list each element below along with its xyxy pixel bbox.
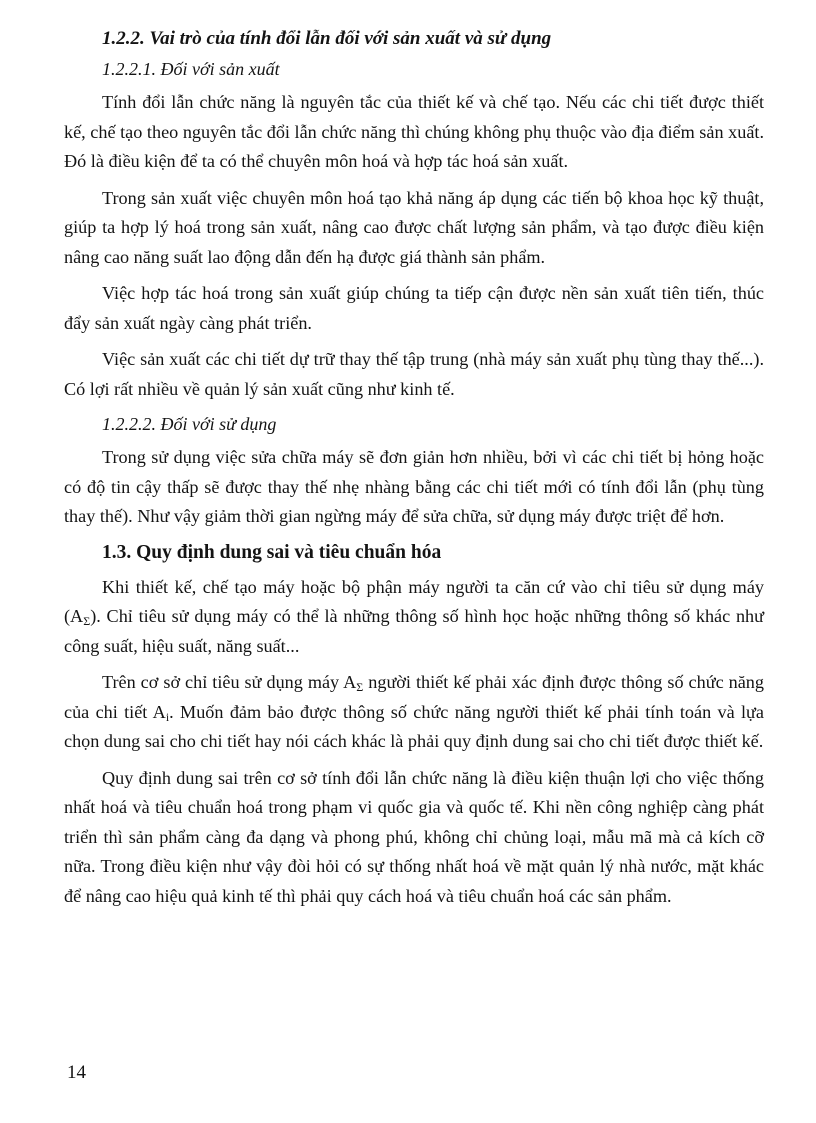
page-body [64, 26, 764, 918]
paragraph: Tính đổi lẫn chức năng là nguyên tắc của thiết kế và chế tạo. Nếu các chi tiết được thiết kế, chế tạo theo nguyên tắc đổi lẫn chức năng thì chúng không phụ thuộc vào địa điểm sản xuất. Đó là điều kiện để ta có thể chuyên môn hoá và hợp tác hoá sản xuất. [64, 92, 764, 171]
text-run: người thiết kế phải xác định được thông số chức năng của chi tiết A [64, 672, 764, 722]
section-heading-1-3: 1.3. Quy định dung sai và tiêu chuẩn hóa [102, 541, 442, 563]
paragraph [64, 668, 764, 757]
text-run: ). Chỉ tiêu sử dụng máy có thể là những thông số hình học hoặc những thông số khác như công suất, hiệu suất, năng suất... [64, 606, 764, 656]
subscript: i [165, 709, 170, 724]
subsection-heading-1-2-2-2: 1.2.2.2. Đối với sử dụng [102, 414, 277, 434]
paragraph: Việc hợp tác hoá trong sản xuất giúp chúng ta tiếp cận được nền sản xuất tiên tiến, thúc đẩy sản xuất ngày càng phát triển. [64, 283, 764, 333]
subscript: Σ [83, 614, 91, 628]
subsection-heading-1-2-2-1: 1.2.2.1. Đối với sản xuất [102, 59, 280, 79]
paragraph: Việc sản xuất các chi tiết dự trữ thay thế tập trung (nhà máy sản xuất phụ tùng thay thế...). Có lợi rất nhiều về quản lý sản xuất cũng như kinh tế. [64, 349, 764, 399]
paragraph: Trong sản xuất việc chuyên môn hoá tạo khả năng áp dụng các tiến bộ khoa học kỹ thuật, giúp ta hợp lý hoá trong sản xuất, nâng cao được chất lượng sản phẩm, và tạo được điều kiện nâng cao năng suất lao động dẫn đến hạ được giá thành sản phẩm. [64, 187, 764, 267]
paragraph: Quy định dung sai trên cơ sở tính đổi lẫn chức năng là điều kiện thuận lợi cho việc thống nhất hoá và tiêu chuẩn hoá trong phạm vi quốc gia và quốc tế. Khi nền công nghiệp càng phát triển thì sản phẩm càng đa dạng và phong phú, không chỉ chủng loại, mẫu mã mà cả kích cỡ nữa. Trong điều kiện như vậy đòi hỏi có sự thống nhất hoá về mặt quản lý nhà nước, mặt khác để nâng cao hiệu quả kinh tế thì phải quy cách hoá và tiêu chuẩn hoá các sản phẩm. [64, 767, 764, 906]
text-run: . Muốn đảm bảo được thông số chức năng người thiết kế phải tính toán và lựa chọn dung sai cho chi tiết hay nói cách khác là phải quy định dung sai cho chi tiết được thiết kế. [64, 701, 764, 751]
paragraph [64, 573, 764, 662]
paragraph: Trong sử dụng việc sửa chữa máy sẽ đơn giản hơn nhiều, bởi vì các chi tiết bị hỏng hoặc có độ tin cậy thấp sẽ được thay thế nhẹ nhàng bằng các chi tiết mới có tính đổi lẫn (phụ tùng thay thế). Như vậy giảm thời gian ngừng máy để sửa chữa, sử dụng máy được triệt để hơn. [64, 447, 764, 526]
text-run: Trên cơ sở chỉ tiêu sử dụng máy A [102, 672, 357, 692]
section-heading-1-2-2: 1.2.2. Vai trò của tính đổi lẫn đối với sản xuất và sử dụng [102, 28, 552, 49]
page-number: 14 [67, 1062, 86, 1083]
subscript: Σ [356, 680, 364, 694]
text-run: Khi thiết kế, chế tạo máy hoặc bộ phận máy người ta căn cứ vào chỉ tiêu sử dụng máy (A [64, 576, 764, 626]
